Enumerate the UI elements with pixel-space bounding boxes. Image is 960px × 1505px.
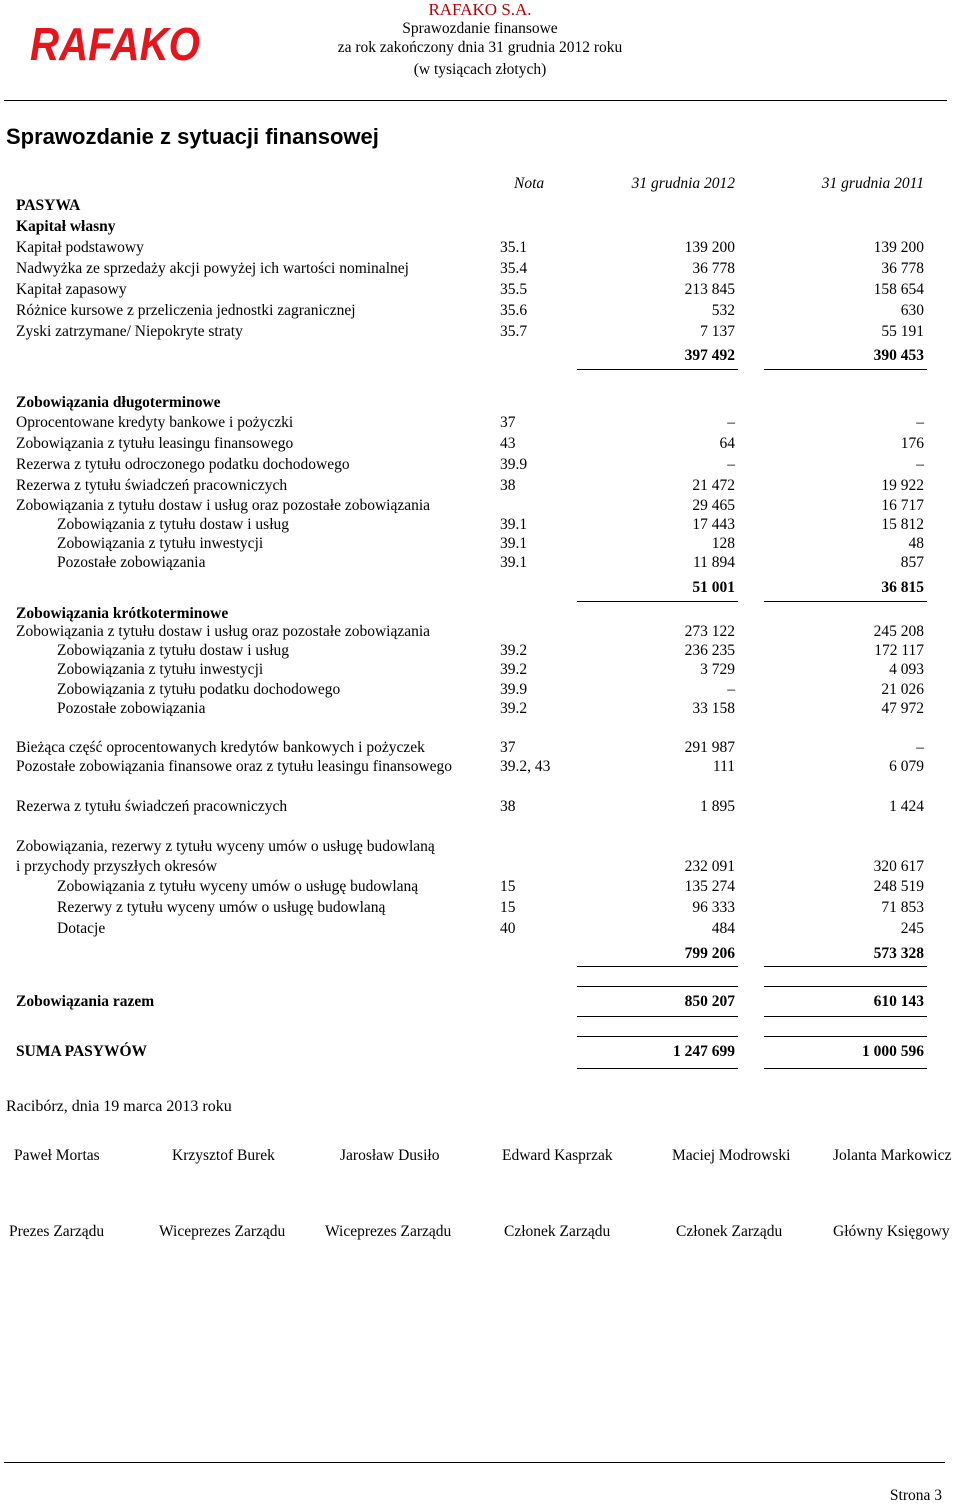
row-note: 38 (500, 477, 516, 494)
signatory-role: Prezes Zarządu (9, 1223, 105, 1240)
row-value-2012: 29 465 (692, 497, 735, 514)
row-value-2012: 11 894 (692, 554, 735, 571)
table-row (0, 919, 960, 939)
row-label: Dotacje (57, 920, 106, 937)
row-note: 40 (500, 920, 516, 937)
row-label: PASYWA (16, 197, 81, 214)
signatory-role: Wiceprezes Zarządu (159, 1223, 286, 1240)
row-value-2011: 320 617 (873, 858, 924, 875)
row-value-2012: 484 (711, 920, 735, 937)
row-value-2012: 3 729 (700, 661, 735, 678)
row-value-2011: 55 191 (881, 323, 924, 340)
row-value-2011: 573 328 (873, 945, 924, 962)
row-value-2011: 176 (900, 435, 924, 452)
subtotal-rule (764, 601, 927, 602)
row-value-2012: 111 (712, 758, 735, 775)
row-value-2012: 1 895 (700, 798, 735, 815)
header-units: (w tysiącach złotych) (413, 61, 547, 78)
col-2011-header: 31 grudnia 2011 (821, 175, 924, 192)
signatory-name: Maciej Modrowski (672, 1147, 791, 1164)
table-row (0, 434, 960, 454)
table-row (0, 757, 960, 777)
row-value-2012: 397 492 (684, 347, 735, 364)
row-value-2011: 36 778 (881, 260, 924, 277)
row-label: Zobowiązania długoterminowe (16, 394, 221, 411)
row-value-2011: 610 143 (873, 993, 924, 1010)
row-value-2012: – (727, 681, 735, 698)
row-label: Rezerwa z tytułu świadczeń pracowniczych (16, 798, 288, 815)
table-row (0, 738, 960, 758)
row-value-2012: 135 274 (684, 878, 735, 895)
subtotal-rule (764, 369, 927, 370)
row-value-2011: 4 093 (889, 661, 924, 678)
table-row (0, 301, 960, 321)
subtotal-rule (577, 986, 738, 987)
table-row (0, 238, 960, 258)
subtotal-rule (764, 1036, 927, 1037)
logo-text: RAFAKO (30, 18, 201, 70)
row-value-2012: 1 247 699 (673, 1043, 735, 1060)
row-value-2011: 857 (900, 554, 924, 571)
row-note: 39.9 (500, 681, 528, 698)
row-label: Oprocentowane kredyty bankowe i pożyczki (16, 414, 294, 431)
table-row (0, 553, 960, 573)
table-row (0, 622, 960, 642)
table-row (0, 515, 960, 535)
table-row (0, 259, 960, 279)
signatory-role: Wiceprezes Zarządu (325, 1223, 452, 1240)
table-row (0, 280, 960, 300)
page-title: Sprawozdanie z sytuacji finansowej (6, 124, 379, 149)
signatory-name: Edward Kasprzak (502, 1147, 613, 1164)
footer-rule (4, 1462, 945, 1463)
header-period: za rok zakończony dnia 31 grudnia 2012 roku (337, 39, 623, 56)
table-row (0, 1042, 960, 1062)
row-label: Zobowiązania z tytułu dostaw i usług (57, 516, 290, 533)
row-value-2012: – (727, 456, 735, 473)
signatory-role: Członek Zarządu (504, 1223, 611, 1240)
row-value-2011: 48 (908, 535, 924, 552)
table-row (0, 641, 960, 661)
row-label: Różnice kursowe z przeliczenia jednostki zagranicznej (16, 302, 356, 319)
row-value-2011: 16 717 (881, 497, 924, 514)
row-value-2012: 96 333 (692, 899, 735, 916)
subtotal-rule (764, 986, 927, 987)
table-row (0, 699, 960, 719)
row-note: 39.2 (500, 661, 528, 678)
header-company: RAFAKO S.A. (428, 0, 532, 19)
row-value-2011: 158 654 (873, 281, 924, 298)
row-value-2011: 71 853 (881, 899, 924, 916)
table-row (0, 393, 960, 413)
row-label: Kapitał własny (16, 218, 116, 235)
row-label: Zobowiązania z tytułu inwestycji (57, 661, 264, 678)
row-value-2011: 15 812 (881, 516, 924, 533)
page-number: Strona 3 (889, 1487, 942, 1504)
subtotal-rule (577, 966, 738, 967)
row-note: 37 (500, 414, 516, 431)
row-note: 35.4 (500, 260, 528, 277)
subtotal-rule (577, 601, 738, 602)
row-value-2012: 850 207 (684, 993, 735, 1010)
row-label: Rezerwa z tytułu świadczeń pracowniczych (16, 477, 288, 494)
row-value-2012: 236 235 (684, 642, 735, 659)
row-note: 15 (500, 899, 516, 916)
table-row (0, 837, 960, 857)
row-value-2012: 128 (711, 535, 735, 552)
row-value-2011: 245 208 (873, 623, 924, 640)
row-note: 39.2 (500, 700, 528, 717)
row-value-2011: 390 453 (873, 347, 924, 364)
row-note: 38 (500, 798, 516, 815)
subtotal-rule (577, 1016, 738, 1017)
row-value-2012: 799 206 (684, 945, 735, 962)
table-row (0, 857, 960, 877)
row-value-2012: 139 200 (684, 239, 735, 256)
row-label: Kapitał podstawowy (16, 239, 144, 256)
row-label: Rezerwa z tytułu odroczonego podatku dochodowego (16, 456, 350, 473)
col-2012-header: 31 grudnia 2012 (631, 175, 735, 192)
row-value-2011: 6 079 (889, 758, 924, 775)
row-value-2011: 630 (900, 302, 924, 319)
signatory-role: Członek Zarządu (676, 1223, 783, 1240)
row-value-2011: 1 000 596 (862, 1043, 924, 1060)
row-note: 43 (500, 435, 516, 452)
table-row (0, 660, 960, 680)
row-label: Zobowiązania z tytułu inwestycji (57, 535, 264, 552)
table-row (0, 944, 960, 964)
row-label: Zobowiązania z tytułu dostaw i usług oraz pozostałe zobowiązania (16, 623, 431, 640)
row-value-2012: 36 778 (692, 260, 735, 277)
table-row (0, 496, 960, 516)
row-note: 15 (500, 878, 516, 895)
signatory-name: Krzysztof Burek (172, 1147, 275, 1164)
row-label: Zobowiązania z tytułu wyceny umów o usługę budowlaną (57, 878, 419, 895)
table-row (0, 455, 960, 475)
subtotal-rule (764, 1068, 927, 1069)
subtotal-rule (764, 1016, 927, 1017)
row-value-2011: 172 117 (874, 642, 924, 659)
row-note: 39.2 (500, 642, 528, 659)
row-label: Pozostałe zobowiązania (57, 554, 206, 571)
table-row (0, 797, 960, 817)
row-label: SUMA PASYWÓW (16, 1043, 148, 1060)
table-row (0, 578, 960, 598)
table-row (0, 604, 960, 624)
row-value-2012: 17 443 (692, 516, 735, 533)
row-value-2012: 273 122 (684, 623, 735, 640)
signatory-name: Paweł Mortas (14, 1147, 100, 1164)
row-note: 35.6 (500, 302, 528, 319)
row-label: Zobowiązania, rezerwy z tytułu wyceny umów o usługę budowlaną (16, 838, 435, 855)
row-label: Zyski zatrzymane/ Niepokryte straty (16, 323, 243, 340)
table-row (0, 476, 960, 496)
place-date: Racibórz, dnia 19 marca 2013 roku (6, 1098, 232, 1115)
row-label: Zobowiązania z tytułu dostaw i usług oraz pozostałe zobowiązania (16, 497, 431, 514)
header-doc: Sprawozdanie finansowe (402, 20, 558, 37)
row-value-2011: – (916, 414, 924, 431)
signatory-role: Główny Księgowy (833, 1223, 950, 1240)
table-row (0, 217, 960, 237)
row-label: Zobowiązania razem (16, 993, 155, 1010)
table-row (0, 322, 960, 342)
row-note: 35.7 (500, 323, 528, 340)
row-value-2011: 248 519 (873, 878, 924, 895)
row-value-2011: – (916, 456, 924, 473)
row-value-2012: 64 (719, 435, 735, 452)
row-value-2012: 213 845 (684, 281, 735, 298)
row-value-2012: – (727, 414, 735, 431)
row-note: 39.1 (500, 516, 528, 533)
row-label: Bieżąca część oprocentowanych kredytów bankowych i pożyczek (16, 739, 425, 756)
table-row (0, 992, 960, 1012)
row-value-2011: 21 026 (881, 681, 924, 698)
row-note: 37 (500, 739, 516, 756)
row-value-2012: 51 001 (692, 579, 735, 596)
row-label: i przychody przyszłych okresów (16, 858, 218, 875)
row-label: Zobowiązania z tytułu dostaw i usług (57, 642, 290, 659)
row-value-2011: 47 972 (881, 700, 924, 717)
row-label: Kapitał zapasowy (16, 281, 127, 298)
row-value-2011: 139 200 (873, 239, 924, 256)
table-row (0, 196, 960, 216)
row-value-2011: 19 922 (881, 477, 924, 494)
subtotal-rule (577, 1068, 738, 1069)
row-label: Zobowiązania z tytułu leasingu finansowego (16, 435, 294, 452)
table-row (0, 534, 960, 554)
row-value-2012: 291 987 (684, 739, 735, 756)
row-note: 39.1 (500, 554, 528, 571)
table-row (0, 346, 960, 366)
row-label: Pozostałe zobowiązania (57, 700, 206, 717)
col-note-header: Nota (514, 175, 545, 192)
row-note: 35.1 (500, 239, 528, 256)
row-label: Pozostałe zobowiązania finansowe oraz z tytułu leasingu finansowego (16, 758, 453, 775)
row-value-2011: 36 815 (881, 579, 924, 596)
row-value-2011: 1 424 (889, 798, 924, 815)
signatory-name: Jolanta Markowicz (833, 1147, 952, 1164)
row-note: 39.2, 43 (500, 758, 551, 775)
table-row (0, 680, 960, 700)
subtotal-rule (577, 369, 738, 370)
table-row (0, 413, 960, 433)
row-label: Nadwyżka ze sprzedaży akcji powyżej ich wartości nominalnej (16, 260, 409, 277)
row-label: Zobowiązania krótkoterminowe (16, 605, 229, 622)
subtotal-rule (577, 1036, 738, 1037)
table-row (0, 898, 960, 918)
row-value-2012: 21 472 (692, 477, 735, 494)
signatory-name: Jarosław Dusiło (340, 1147, 440, 1164)
table-row (0, 877, 960, 897)
header-rule (4, 100, 947, 101)
row-value-2011: 245 (900, 920, 924, 937)
row-note: 39.9 (500, 456, 528, 473)
row-value-2012: 7 137 (700, 323, 735, 340)
row-value-2011: – (916, 739, 924, 756)
row-value-2012: 33 158 (692, 700, 735, 717)
row-note: 39.1 (500, 535, 528, 552)
row-label: Zobowiązania z tytułu podatku dochodowego (57, 681, 341, 698)
row-value-2012: 532 (711, 302, 735, 319)
subtotal-rule (764, 966, 927, 967)
row-note: 35.5 (500, 281, 528, 298)
row-label: Rezerwy z tytułu wyceny umów o usługę budowlaną (57, 899, 386, 916)
row-value-2012: 232 091 (684, 858, 735, 875)
